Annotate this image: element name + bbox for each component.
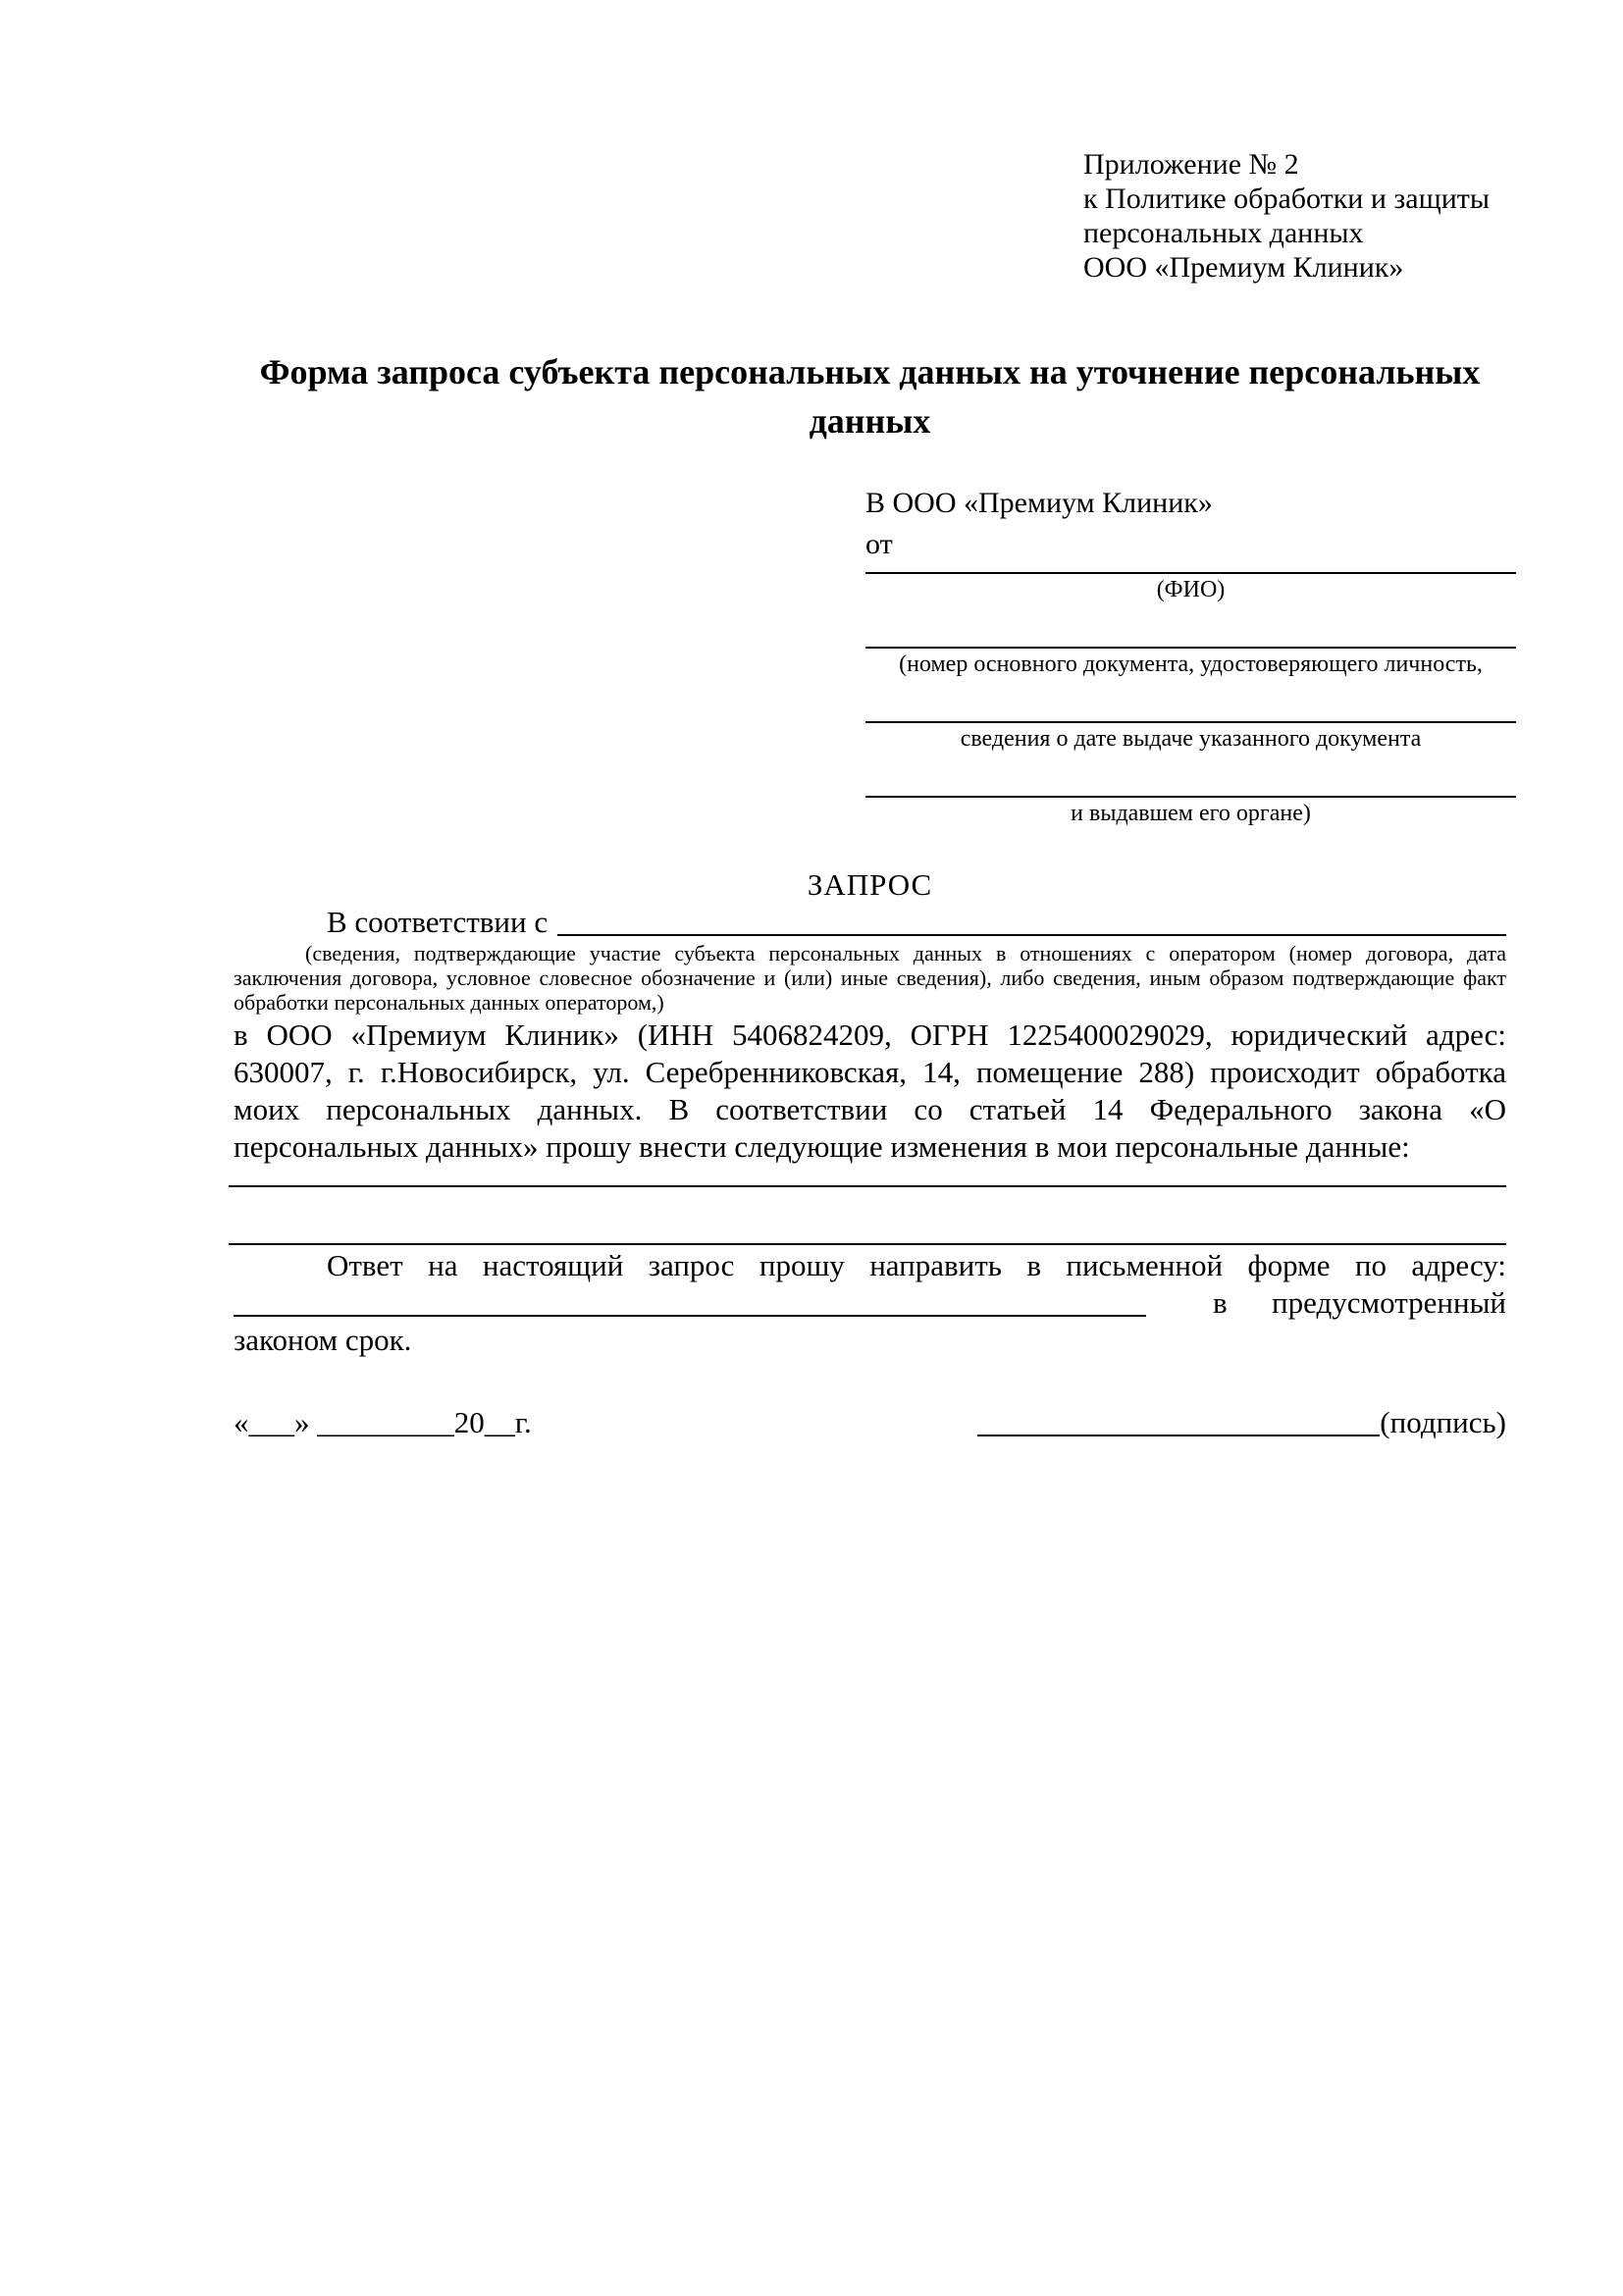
changes-blank-line-2 [229, 1187, 1506, 1245]
reply-address-row [234, 1284, 1506, 1322]
issuing-authority-field [865, 788, 1516, 827]
addressee-from: от [865, 528, 893, 560]
appendix-block [1083, 147, 1506, 285]
fio-field [865, 564, 1516, 603]
appendix-line: персональных данных [1083, 217, 1364, 249]
issue-date-blank-line [865, 713, 1516, 723]
reply-word: предусмотренный [1272, 1285, 1506, 1320]
intro-blank-line [557, 904, 1506, 936]
appendix-line: Приложение № 2 [1083, 148, 1299, 181]
issuing-authority-field-label: и выдавшем его органе) [1071, 801, 1311, 826]
request-heading: ЗАПРОС [807, 867, 933, 902]
issue-date-field-label: сведения о дате выдаче указанного документа [960, 726, 1422, 752]
address-blank-line [234, 1307, 1146, 1317]
addressee-to: В ООО «Премиум Клиник» [865, 487, 1213, 519]
reply-paragraph-line-1: Ответ на настоящий запрос прошу направить в письменной форме по адресу: [327, 1248, 1506, 1282]
signature-label: (подпись) [1380, 1405, 1506, 1439]
issue-date-field [865, 713, 1516, 753]
intro-text: В соответствии с [327, 905, 549, 939]
reply-paragraph-line-3: законом срок. [234, 1323, 412, 1357]
intro-note: (сведения, подтверждающие участие субъекта персональных данных в отношениях с оператором (номер договора, дата заключения договора, условное словесное обозначение и (или) иные сведения), либо сведения, иным образом подтверждающие факт обработки персональных данных оператором,) [234, 941, 1506, 1015]
fio-blank-line [865, 564, 1516, 574]
footer-row [234, 1404, 1506, 1441]
addressee-block [865, 481, 1516, 827]
fio-field-label: (ФИО) [1156, 577, 1226, 602]
appendix-line: к Политике обработки и защиты [1083, 183, 1491, 215]
reply-word: в [1213, 1285, 1228, 1320]
changes-blank-line-1 [229, 1166, 1506, 1187]
signature-blank-line [977, 1427, 1380, 1436]
signature-group [977, 1404, 1506, 1441]
appendix-line: ООО «Премиум Клиник» [1083, 251, 1404, 284]
issuing-authority-blank-line [865, 788, 1516, 798]
document-number-blank-line [865, 639, 1516, 649]
page-title: Форма запроса субъекта персональных данных на уточнение персональных данных [259, 352, 1481, 441]
date-line: «___» _________20__г. [234, 1405, 532, 1439]
intro-row [234, 904, 1506, 941]
request-body: в ООО «Премиум Клиник» (ИНН 5406824209, ОГРН 1225400029029, юридический адрес: 630007, г. г.Новосибирск, ул. Серебренниковская, 14, помещение 288) происходит обработка моих персональных данных. В соответствии со статьей 14 Федерального закона «О персональных данных» прошу внести следующие изменения в мои персональные данные: [234, 1018, 1506, 1164]
document-number-field [865, 639, 1516, 678]
document-number-field-label: (номер основного документа, удостоверяющего личность, [899, 652, 1483, 677]
